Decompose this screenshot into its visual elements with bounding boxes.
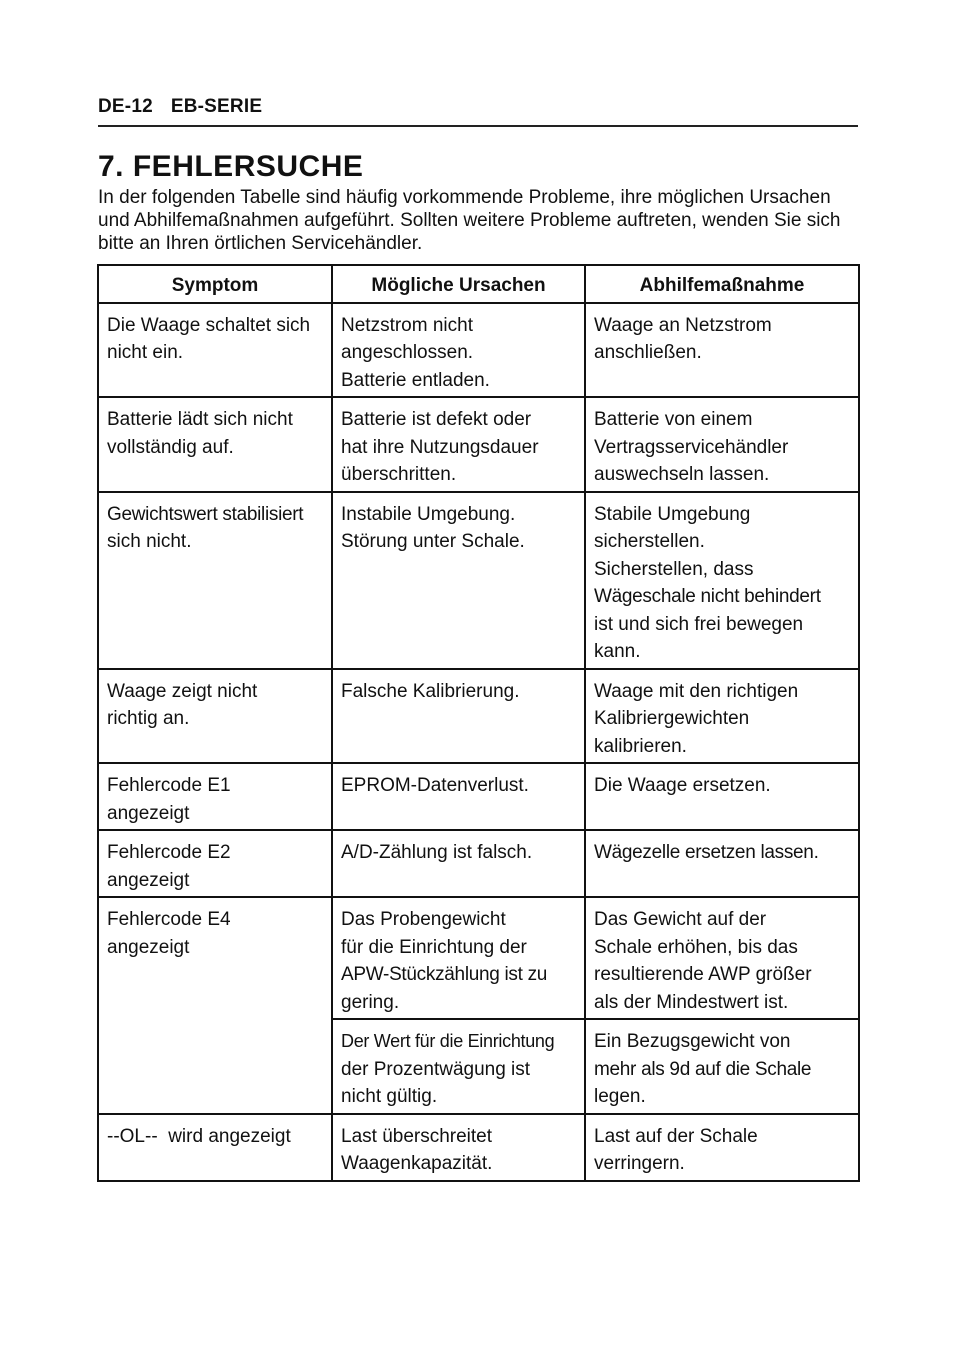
cause-cell	[332, 669, 585, 764]
cell-line: Das Gewicht auf der	[594, 909, 767, 930]
cell-line: legen.	[594, 1086, 646, 1107]
intro-paragraph	[98, 186, 868, 255]
troubleshooting-table	[97, 264, 860, 1182]
cell-line: Netzstrom nicht	[341, 314, 473, 336]
remedy-cell	[585, 669, 859, 764]
intro-line: und Abhilfemaßnahmen aufgeführt. Sollten weitere Probleme auftreten, wenden Sie sich	[98, 210, 841, 231]
cell-line: richtig an.	[107, 708, 190, 729]
cell-line: angezeigt	[107, 802, 190, 824]
cell-line: für die Einrichtung der	[341, 936, 527, 958]
cause-cell	[332, 492, 585, 669]
cell-line: Fehlercode E2	[107, 842, 231, 863]
page-header	[98, 96, 262, 118]
series-name: EB-SERIE	[170, 96, 263, 117]
remedy-cell	[585, 397, 859, 492]
table-row	[98, 830, 859, 897]
cell-line: Die Waage ersetzen.	[594, 775, 771, 796]
cell-line: anschließen.	[594, 342, 702, 363]
cell-line: auswechseln lassen.	[594, 464, 770, 485]
remedy-cell	[585, 1114, 859, 1181]
table-row	[98, 1114, 859, 1181]
cell-line: Instabile Umgebung.	[341, 503, 516, 525]
cell-line: sicherstellen.	[594, 531, 705, 552]
cell-line: kann.	[594, 641, 641, 662]
symptom-cell	[98, 830, 332, 897]
cell-line: Batterie entladen.	[341, 369, 490, 391]
cell-line: Batterie lädt sich nicht	[107, 409, 293, 430]
cell-line: Ein Bezugsgewicht von	[594, 1031, 791, 1052]
cause-cell	[332, 763, 585, 830]
cell-line: Falsche Kalibrierung.	[341, 680, 520, 702]
cause-cell	[332, 897, 585, 1019]
remedy-cell	[585, 492, 859, 669]
symptom-cell	[98, 492, 332, 669]
header-rule	[98, 125, 858, 127]
cell-line: Batterie von einem	[594, 409, 753, 430]
cell-line: A/D-Zählung ist falsch.	[341, 842, 533, 863]
cell-line: ist und sich frei bewegen	[594, 613, 804, 635]
cause-cell	[332, 1114, 585, 1181]
column-header-symptom: Symptom	[98, 265, 332, 303]
cell-line: überschritten.	[341, 464, 457, 485]
table-row	[98, 897, 859, 1019]
cell-line: Die Waage schaltet sich	[107, 314, 311, 336]
intro-line: bitte an Ihren örtlichen Servicehändler.	[98, 233, 423, 254]
remedy-cell	[585, 1019, 859, 1114]
cell-line: als der Mindestwert ist.	[594, 991, 789, 1013]
cause-cell	[332, 830, 585, 897]
table-row	[98, 492, 859, 669]
cell-line: Vertragsservicehändler	[594, 436, 789, 458]
cell-line: mehr als 9d auf die Schale	[594, 1058, 812, 1080]
cell-line: hat ihre Nutzungsdauer	[341, 436, 539, 458]
cause-cell	[332, 397, 585, 492]
cell-line: Last auf der Schale	[594, 1125, 758, 1147]
remedy-cell	[585, 830, 859, 897]
cell-line: angezeigt	[107, 936, 190, 958]
cell-line: Schale erhöhen, bis das	[594, 936, 798, 958]
cell-line: Stabile Umgebung	[594, 503, 751, 525]
symptom-cell	[98, 763, 332, 830]
cell-line: angeschlossen.	[341, 342, 474, 363]
cell-line: Wägeschale nicht behindert	[594, 586, 821, 607]
cell-line: Der Wert für die Einrichtung	[341, 1031, 555, 1051]
cell-line: sich nicht.	[107, 531, 192, 552]
remedy-cell	[585, 303, 859, 398]
symptom-cell	[98, 897, 332, 1114]
cell-line: Batterie ist defekt oder	[341, 409, 532, 430]
cell-line: Waage mit den richtigen	[594, 680, 799, 702]
table-row	[98, 397, 859, 492]
cell-line: angezeigt	[107, 869, 190, 891]
symptom-cell	[98, 397, 332, 492]
cell-line: APW-Stückzählung ist zu	[341, 964, 548, 985]
cell-line: der Prozentwägung ist	[341, 1058, 531, 1080]
cell-line: resultierende AWP größer	[594, 964, 812, 985]
page-number: DE-12	[98, 96, 153, 117]
cell-line: kalibrieren.	[594, 735, 687, 757]
cell-line: Wägezelle ersetzen lassen.	[594, 842, 819, 863]
column-header-causes: Mögliche Ursachen	[332, 265, 585, 303]
cell-line: nicht gültig.	[341, 1086, 438, 1107]
cell-line: verringern.	[594, 1153, 685, 1174]
cell-line: --OL-- wird angezeigt	[107, 1125, 291, 1147]
remedy-cell	[585, 897, 859, 1019]
table-row	[98, 763, 859, 830]
cell-line: Fehlercode E4	[107, 909, 231, 930]
cell-line: vollständig auf.	[107, 436, 234, 458]
cell-line: Waage an Netzstrom	[594, 314, 772, 336]
cause-cell	[332, 303, 585, 398]
intro-line: In der folgenden Tabelle sind häufig vorkommende Probleme, ihre möglichen Ursachen	[98, 187, 831, 208]
cell-line: Störung unter Schale.	[341, 531, 525, 552]
cause-cell	[332, 1019, 585, 1114]
symptom-cell	[98, 303, 332, 398]
table-header-row	[98, 265, 859, 303]
cell-line: Gewichtswert stabilisiert	[107, 503, 304, 525]
cell-line: gering.	[341, 991, 400, 1013]
cell-line: Kalibriergewichten	[594, 708, 750, 729]
remedy-cell	[585, 763, 859, 830]
cell-line: Waage zeigt nicht	[107, 680, 258, 702]
symptom-cell	[98, 669, 332, 764]
cell-line: Last überschreitet	[341, 1125, 493, 1147]
cell-line: Sicherstellen, dass	[594, 558, 754, 580]
section-title: 7. FEHLERSUCHE	[98, 150, 364, 183]
cell-line: Waagenkapazität.	[341, 1153, 493, 1174]
cell-line: Fehlercode E1	[107, 775, 231, 796]
table-row	[98, 669, 859, 764]
cell-line: Das Probengewicht	[341, 909, 506, 930]
cell-line: EPROM-Datenverlust.	[341, 775, 529, 796]
column-header-remedy: Abhilfemaßnahme	[585, 265, 859, 303]
symptom-cell	[98, 1114, 332, 1181]
table-row	[98, 303, 859, 398]
cell-line: nicht ein.	[107, 342, 184, 363]
